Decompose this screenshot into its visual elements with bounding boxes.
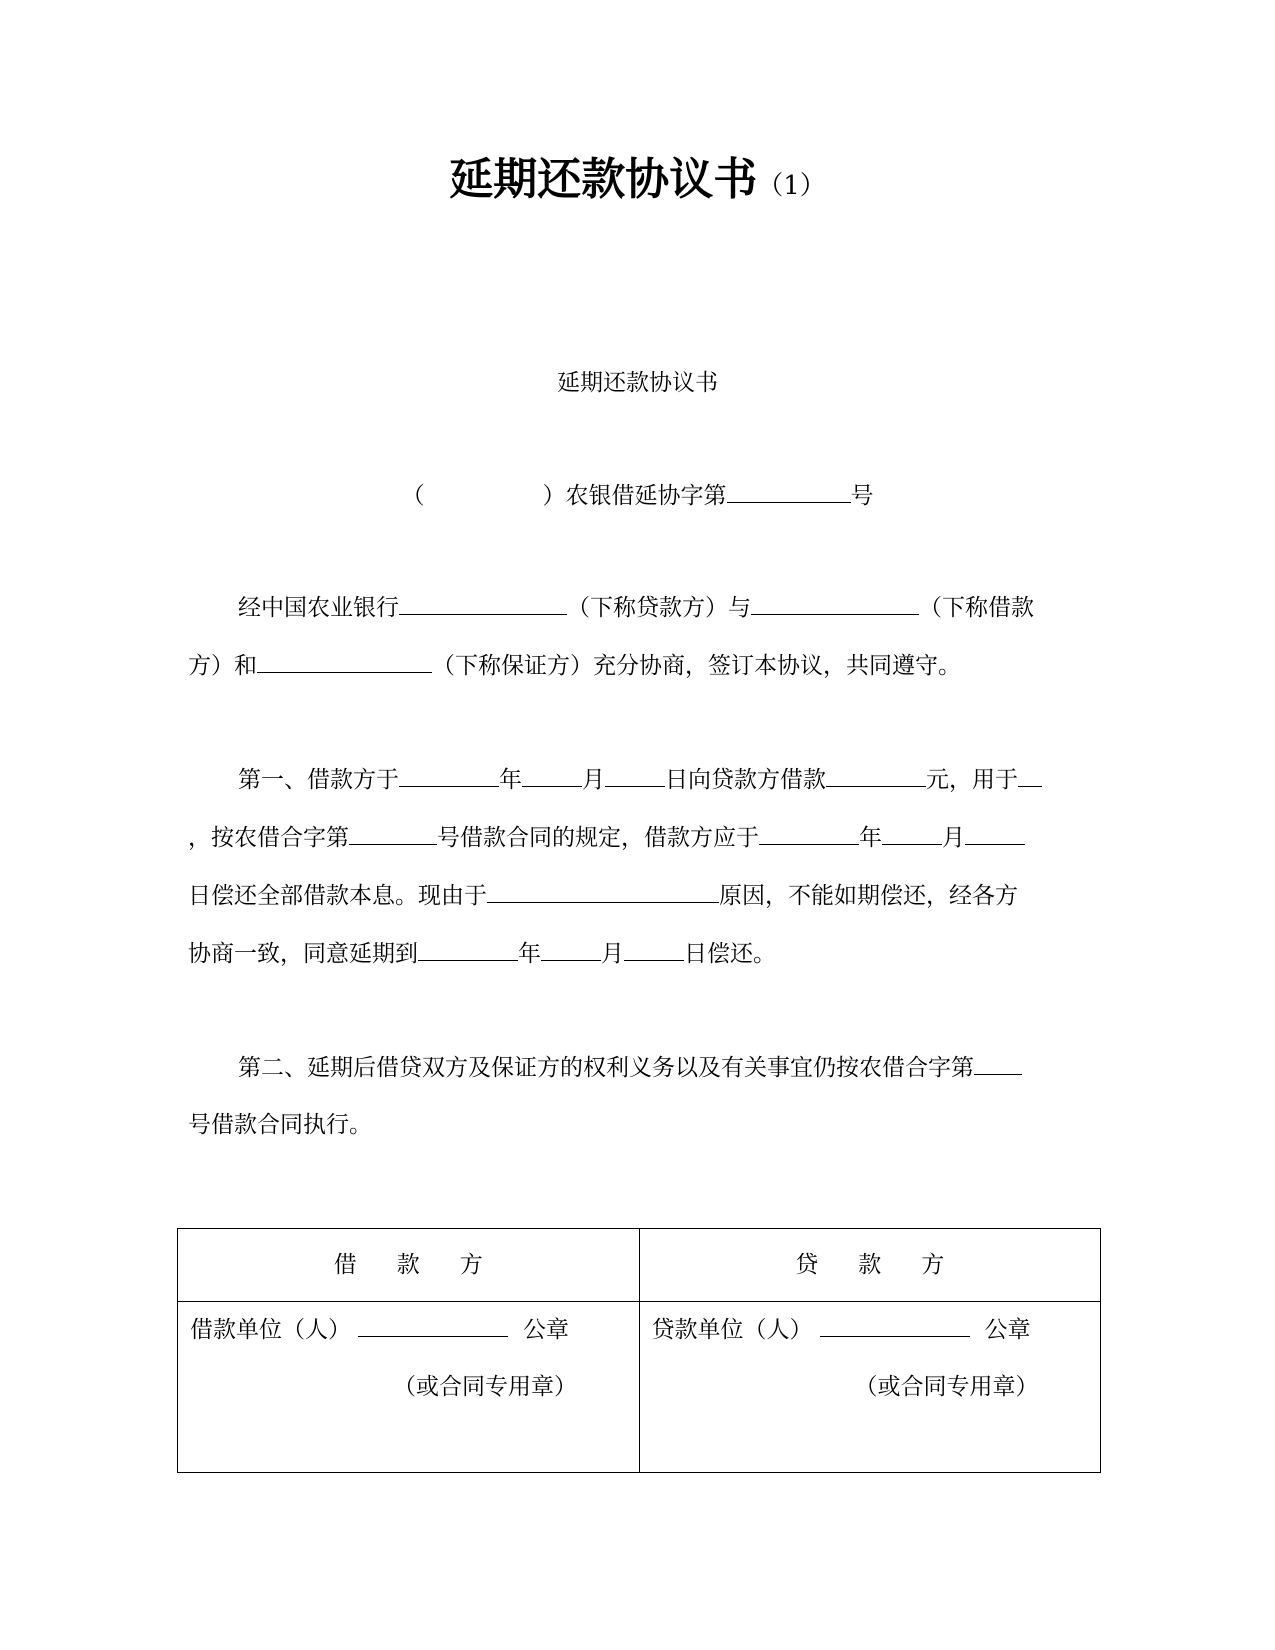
article-1-line-4 <box>188 938 776 969</box>
article-1-line-2 <box>188 822 1025 853</box>
contract-no-2-blank[interactable] <box>974 1052 1022 1075</box>
article-text: 号借款合同的规定，借款方应于 <box>437 825 759 851</box>
extend-year-blank[interactable] <box>418 938 518 961</box>
reason-blank[interactable] <box>487 880 719 903</box>
intro-text: （下称借款 <box>919 595 1034 621</box>
article-text: 年 <box>518 941 541 967</box>
borrower-blank[interactable] <box>751 592 919 615</box>
doc-no-blank[interactable] <box>727 480 851 503</box>
intro-line-2 <box>188 650 961 681</box>
document-number <box>0 480 1275 511</box>
signature-table <box>177 1228 1101 1473</box>
loan-month-blank[interactable] <box>522 764 582 787</box>
lender-sign-cell <box>639 1302 1101 1473</box>
borrower-unit-blank[interactable] <box>358 1314 508 1337</box>
article-2-line-1 <box>238 1052 1022 1083</box>
intro-line-1 <box>238 592 1034 623</box>
article-text: 第一、借款方于 <box>238 767 399 793</box>
doc-no-suffix: 号 <box>850 483 874 509</box>
article-text: 年 <box>859 825 882 851</box>
article-text: 第二、延期后借贷双方及保证方的权利义务以及有关事宜仍按农借合字第 <box>238 1055 974 1081</box>
intro-text: （下称保证方）充分协商，签订本协议，共同遵守。 <box>432 653 961 679</box>
intro-text: 方）和 <box>188 653 257 679</box>
document-subtitle: 延期还款协议书 <box>557 370 718 396</box>
due-day-blank[interactable] <box>965 822 1025 845</box>
lender-unit-row <box>652 1314 1031 1345</box>
lender-unit-blank[interactable] <box>820 1314 970 1337</box>
extend-month-blank[interactable] <box>541 938 601 961</box>
article-text: ，按农借合字第 <box>188 825 349 851</box>
extend-day-blank[interactable] <box>624 938 684 961</box>
article-text: 协商一致，同意延期到 <box>188 941 418 967</box>
borrower-unit-row <box>190 1314 569 1345</box>
lender-seal-label: 公章 <box>984 1317 1031 1343</box>
lender-unit-label: 贷款单位（人） <box>651 1317 813 1343</box>
article-1-line-1 <box>238 764 1042 795</box>
title-text: 延期还款协议书 <box>449 154 758 205</box>
due-month-blank[interactable] <box>882 822 942 845</box>
contract-no-blank[interactable] <box>349 822 437 845</box>
loan-purpose-blank[interactable] <box>1018 764 1042 787</box>
doc-no-prefix: ）农银借延协字第 <box>542 483 727 509</box>
borrower-sign-cell <box>178 1302 640 1473</box>
loan-day-blank[interactable] <box>605 764 665 787</box>
article-text: 年 <box>499 767 522 793</box>
article-1-line-3 <box>188 880 1018 911</box>
borrower-seal-label: 公章 <box>522 1317 569 1343</box>
guarantor-blank[interactable] <box>257 650 432 673</box>
borrower-header: 借款方 <box>333 1252 523 1278</box>
article-text: 日偿还全部借款本息。现由于 <box>188 883 487 909</box>
title-suffix: （1） <box>757 171 826 201</box>
article-2-line-2: 号借款合同执行。 <box>188 1112 372 1138</box>
lender-header-cell <box>639 1229 1101 1302</box>
borrower-header-cell <box>178 1229 640 1302</box>
lender-header: 贷款方 <box>795 1252 985 1278</box>
article-text: 原因，不能如期偿还，经各方 <box>719 883 1018 909</box>
article-text: 日向贷款方借款 <box>665 767 826 793</box>
intro-text: 经中国农业银行 <box>238 595 399 621</box>
doc-no-paren-open: （ <box>401 483 425 509</box>
article-text: 日偿还。 <box>684 941 776 967</box>
lender-blank[interactable] <box>399 592 567 615</box>
article-text: 月 <box>942 825 965 851</box>
article-text: 元，用于 <box>926 767 1018 793</box>
article-text: 月 <box>601 941 624 967</box>
document-title <box>0 150 1275 216</box>
loan-amount-blank[interactable] <box>826 764 926 787</box>
borrower-unit-label: 借款单位（人） <box>190 1317 351 1343</box>
loan-year-blank[interactable] <box>399 764 499 787</box>
intro-text: （下称贷款方）与 <box>567 595 751 621</box>
borrower-seal-note: （或合同专用章） <box>393 1374 577 1400</box>
lender-seal-note: （或合同专用章） <box>854 1374 1039 1400</box>
article-text: 月 <box>582 767 605 793</box>
due-year-blank[interactable] <box>759 822 859 845</box>
